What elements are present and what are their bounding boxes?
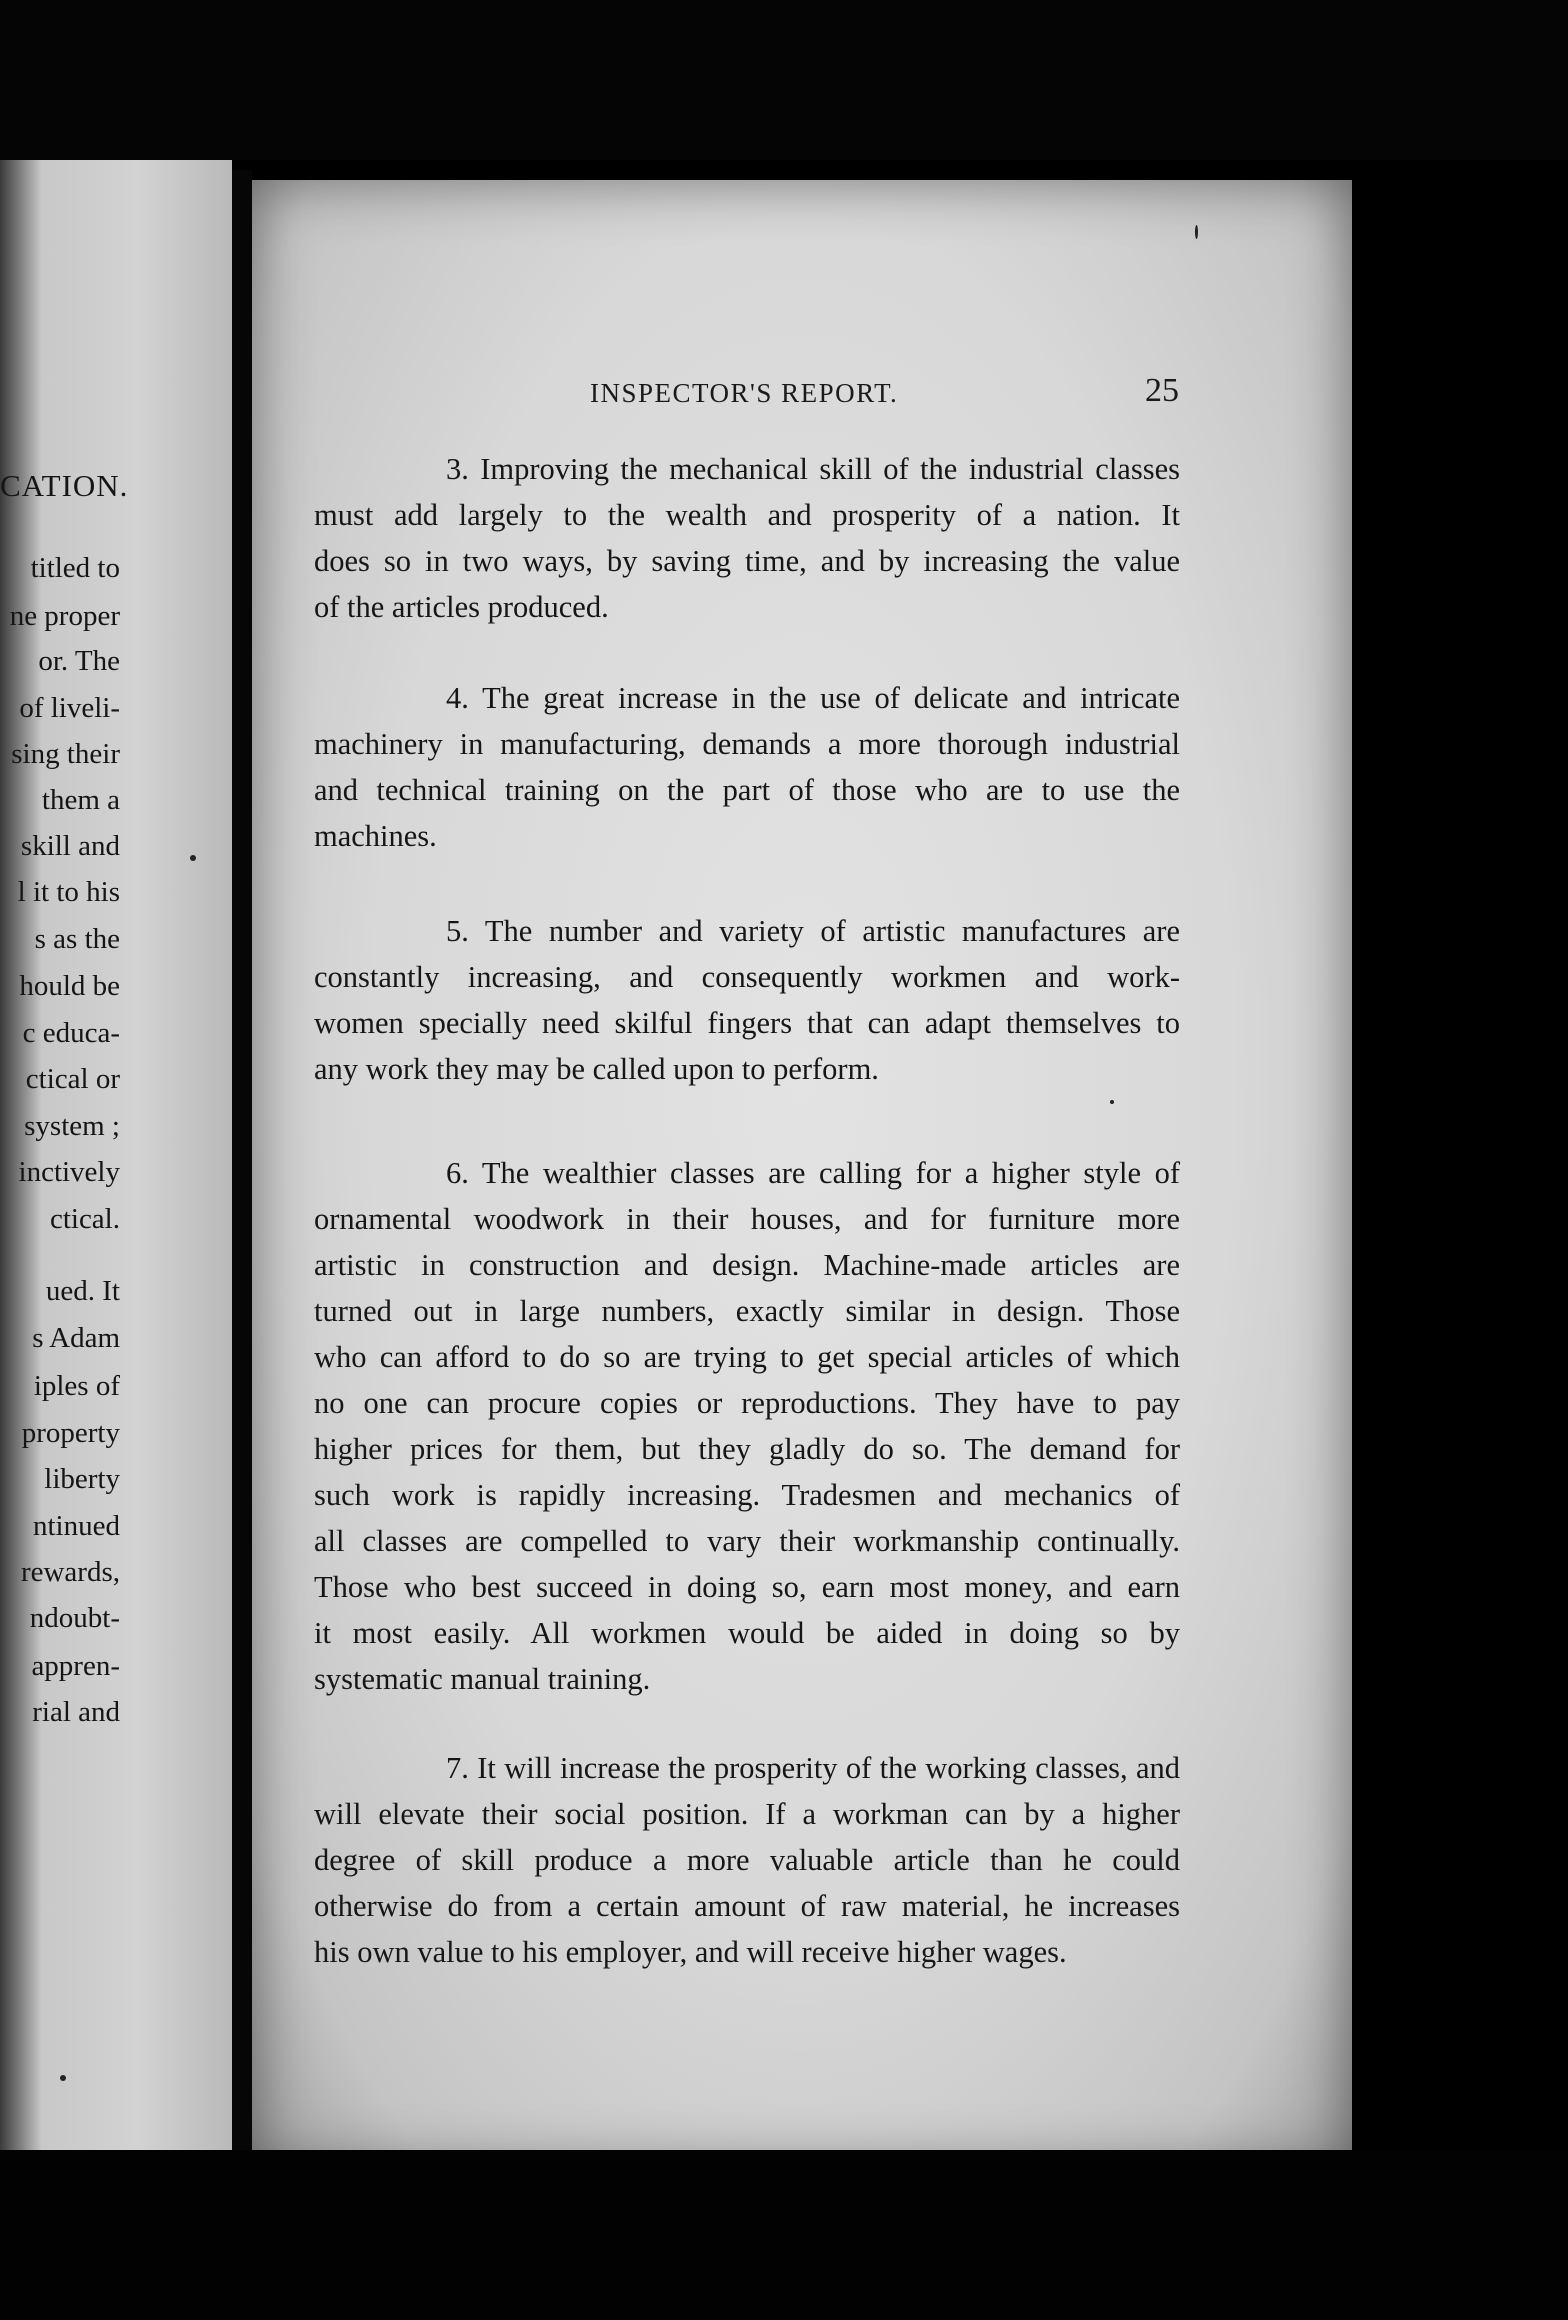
facing-page-line-fragment: rewards, bbox=[20, 1556, 120, 1588]
paragraph bbox=[314, 1745, 1180, 1975]
text-line: and technical training on the part of those who are to use the bbox=[314, 773, 1180, 807]
text-line: 6. The wealthier classes are calling for a higher style of bbox=[446, 1156, 1180, 1190]
facing-page-line-fragment: property bbox=[21, 1417, 120, 1449]
text-line: degree of skill produce a more valuable article than he could bbox=[314, 1843, 1180, 1877]
text-line: higher prices for them, but they gladly do so. The demand for bbox=[314, 1432, 1180, 1466]
text-line: will elevate their social position. If a workman can by a higher bbox=[314, 1797, 1180, 1831]
print-speck bbox=[190, 855, 196, 861]
facing-page-line-fragment: inctively bbox=[18, 1156, 120, 1188]
scan-border-right bbox=[1352, 160, 1568, 2320]
facing-page-line-fragment: rial and bbox=[32, 1696, 120, 1728]
text-line: women specially need skilful fingers that can adapt themselves to bbox=[314, 1006, 1180, 1040]
text-line: his own value to his employer, and will receive higher wages. bbox=[314, 1935, 1067, 1969]
text-line: systematic manual training. bbox=[314, 1662, 651, 1696]
facing-page-line-fragment: sing their bbox=[11, 738, 120, 770]
facing-page-line-fragment: or. The bbox=[38, 645, 120, 677]
paragraph bbox=[314, 675, 1180, 859]
facing-page-line-fragment: appren- bbox=[31, 1650, 120, 1682]
print-speck bbox=[1195, 225, 1198, 239]
facing-page-line-fragment: skill and bbox=[20, 830, 120, 862]
text-line: machines. bbox=[314, 819, 437, 853]
text-line: it most easily. All workmen would be aided in doing so by bbox=[314, 1616, 1180, 1650]
text-line: otherwise do from a certain amount of raw material, he increases bbox=[314, 1889, 1180, 1923]
facing-page-line-fragment: ctical. bbox=[49, 1203, 120, 1235]
text-line: of the articles produced. bbox=[314, 590, 609, 624]
facing-page-line-fragment: iples of bbox=[33, 1370, 120, 1402]
facing-page-line-fragment: titled to bbox=[30, 552, 120, 584]
facing-page-heading-fragment: CATION. bbox=[0, 468, 129, 503]
scan-border-top bbox=[0, 0, 1568, 160]
text-line: artistic in construction and design. Machine-made articles are bbox=[314, 1248, 1180, 1282]
running-head: INSPECTOR'S REPORT. bbox=[590, 378, 899, 408]
facing-page-line-fragment: l it to his bbox=[17, 876, 120, 908]
facing-page-line-fragment: of liveli- bbox=[19, 692, 120, 724]
text-line: who can afford to do so are trying to get special articles of which bbox=[314, 1340, 1180, 1374]
scan-border-bottom bbox=[0, 2150, 1568, 2320]
text-line: no one can procure copies or reproductions. They have to pay bbox=[314, 1386, 1180, 1420]
text-line: 7. It will increase the prosperity of the working classes, and bbox=[446, 1751, 1180, 1785]
facing-page-line-fragment: ctical or bbox=[25, 1063, 120, 1095]
facing-page-line-fragment: c educa- bbox=[22, 1017, 120, 1049]
text-line: 3. Improving the mechanical skill of the industrial classes bbox=[446, 452, 1180, 486]
facing-page-line-fragment: liberty bbox=[44, 1463, 120, 1495]
text-line: does so in two ways, by saving time, and by increasing the value bbox=[314, 544, 1180, 578]
facing-page-line-fragment: ne proper bbox=[9, 600, 120, 632]
text-line: 4. The great increase in the use of delicate and intricate bbox=[446, 681, 1180, 715]
text-line: constantly increasing, and consequently workmen and work- bbox=[314, 960, 1180, 994]
facing-page-line-fragment: s as the bbox=[34, 923, 120, 955]
paragraph bbox=[314, 446, 1180, 630]
text-line: ornamental woodwork in their houses, and for furniture more bbox=[314, 1202, 1180, 1236]
paragraph bbox=[314, 1150, 1180, 1702]
text-line: any work they may be called upon to perform. bbox=[314, 1052, 879, 1086]
text-line: must add largely to the wealth and prosperity of a nation. It bbox=[314, 498, 1180, 532]
facing-page-line-fragment: system ; bbox=[24, 1110, 120, 1142]
text-line: such work is rapidly increasing. Tradesmen and mechanics of bbox=[314, 1478, 1180, 1512]
text-line: Those who best succeed in doing so, earn most money, and earn bbox=[314, 1570, 1180, 1604]
print-speck bbox=[60, 2075, 66, 2081]
text-line: machinery in manufacturing, demands a more thorough industrial bbox=[314, 727, 1180, 761]
print-speck bbox=[1110, 1100, 1114, 1104]
facing-page-line-fragment: ntinued bbox=[33, 1510, 120, 1542]
facing-page-line-fragment: them a bbox=[41, 784, 120, 816]
facing-page-line-fragment: ued. It bbox=[45, 1275, 120, 1307]
paragraph bbox=[314, 908, 1180, 1092]
text-line: all classes are compelled to vary their workmanship continually. bbox=[314, 1524, 1180, 1558]
book-gutter bbox=[232, 170, 252, 2150]
text-line: 5. The number and variety of artistic manufactures are bbox=[446, 914, 1180, 948]
facing-page-line-fragment: s Adam bbox=[32, 1322, 120, 1354]
facing-page-line-fragment: ndoubt- bbox=[29, 1602, 120, 1634]
facing-page-left bbox=[0, 160, 232, 2150]
page-number: 25 bbox=[1145, 372, 1179, 409]
text-line: turned out in large numbers, exactly similar in design. Those bbox=[314, 1294, 1180, 1328]
facing-page-line-fragment: hould be bbox=[19, 970, 120, 1002]
